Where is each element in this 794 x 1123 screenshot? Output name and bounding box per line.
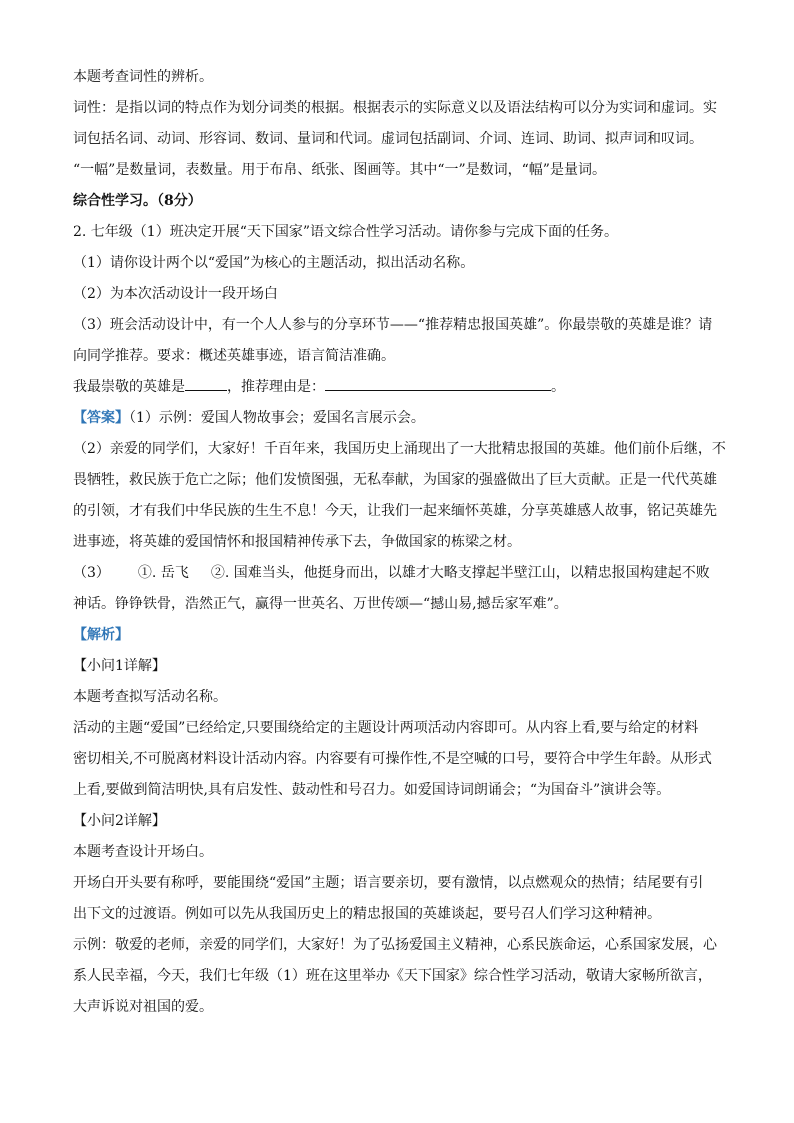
text-line: “一幅”是数量词，表数量。用于布帛、纸张、图画等。其中“一”是数词，“幅”是量词。 <box>73 162 606 178</box>
answer-tag: 【答案】 <box>73 410 129 426</box>
subsection-title: 【小问2详解】 <box>73 813 166 829</box>
answer-number: （3） <box>73 565 110 581</box>
analysis-text: 本题考查设计开场白。 <box>73 844 213 860</box>
subsection-title: 【小问1详解】 <box>73 658 166 674</box>
text-line: 本题考查词性的辨析。 <box>73 69 213 85</box>
answer-blank-long <box>325 375 551 391</box>
analysis-text: 密切相关,不可脱离材料设计活动内容。内容要有可操作性,不是空喊的口号，要符合中学生年龄。从形式 <box>73 751 712 767</box>
question-item: （3）班会活动设计中，有一个人人参与的分享环节——“推荐精忠报国英雄”。你最崇敬的英雄是谁？请 <box>73 317 713 333</box>
question-item: （2）为本次活动设计一段开场白 <box>73 286 278 302</box>
analysis-text: 活动的主题“爱国”已经给定,只要围绕给定的主题设计两项活动内容即可。从内容上看,要与给定的材料 <box>73 720 699 736</box>
analysis-text: 系人民幸福，今天，我们七年级（1）班在这里举办《天下国家》综合性学习活动，敬请大家畅所欲言， <box>73 968 712 984</box>
question-item: （1）请你设计两个以“爱国”为核心的主题活动，拟出活动名称。 <box>73 255 475 271</box>
answer-text: 畏牺牲，救民族于危亡之际；他们发愤图强，无私奉献，为国家的强盛做出了巨大贡献。正是一代代英雄 <box>73 472 717 488</box>
fill-label: 。 <box>551 379 565 395</box>
answer-blank-short <box>185 375 227 391</box>
text-line: 词性：是指以词的特点作为划分词类的根据。根据表示的实际意义以及语法结构可以分为实词和虚词。实 <box>73 100 717 116</box>
answer-text: 的引领，才有我们中华民族的生生不息！今天，让我们一起来缅怀英雄，分享英雄感人故事，铭记英雄先 <box>73 503 717 519</box>
fill-label: 我最崇敬的英雄是 <box>73 379 185 395</box>
answer-text: 神话。铮铮铁骨，浩然正气，赢得一世英名、万世传颂—“撼山易,撼岳家军难”。 <box>73 596 568 612</box>
answer-text: （2）亲爱的同学们，大家好！千百年来，我国历史上涌现出了一大批精忠报国的英雄。他们前仆后继，不 <box>73 441 726 457</box>
answer-text: （1）示例：爱国人物故事会；爱国名言展示会。 <box>129 410 425 426</box>
answer-choice: ①. 岳飞 <box>137 565 189 581</box>
analysis-text: 出下文的过渡语。例如可以先从我国历史上的精忠报国的英雄谈起，要号召人们学习这种精神。 <box>73 906 661 922</box>
text-line: 词包括名词、动词、形容词、数词、量词和代词。虚词包括副词、介词、连词、助词、拟声词和叹词。 <box>73 131 703 147</box>
question-item: 向同学推荐。要求：概述英雄事迹，语言简洁准确。 <box>73 348 395 364</box>
fill-in-line <box>73 372 730 403</box>
analysis-text: 大声诉说对祖国的爱。 <box>73 999 213 1015</box>
fill-label: ，推荐理由是： <box>227 379 325 395</box>
question-text: 2. 七年级（1）班决定开展“天下国家”语文综合性学习活动。请你参与完成下面的任务。 <box>73 224 619 240</box>
analysis-text: 示例：敬爱的老师，亲爱的同学们，大家好！为了弘扬爱国主义精神，心系民族命运，心系国家发展，心 <box>73 937 717 953</box>
analysis-text: 开场白开头要有称呼，要能围绕“爱国”主题；语言要亲切，要有激情，以点燃观众的热情；结尾要有引 <box>73 875 704 891</box>
analysis-text: 本题考查拟写活动名称。 <box>73 689 227 705</box>
section-title: 综合性学习。（8分） <box>73 193 202 209</box>
analysis-tag: 【解析】 <box>73 627 129 643</box>
analysis-text: 上看,要做到简洁明快,具有启发性、鼓动性和号召力。如爱国诗词朗诵会；“为国奋斗”演讲会等。 <box>73 782 671 798</box>
answer-line <box>73 403 730 434</box>
answer-text: 进事迹，将英雄的爱国情怀和报国精神传承下去，争做国家的栋梁之材。 <box>73 534 521 550</box>
answer-choice: ②. 国难当头，他挺身而出，以雄才大略支撑起半壁江山，以精忠报国构建起不败 <box>210 565 710 581</box>
answer-line <box>73 558 730 589</box>
